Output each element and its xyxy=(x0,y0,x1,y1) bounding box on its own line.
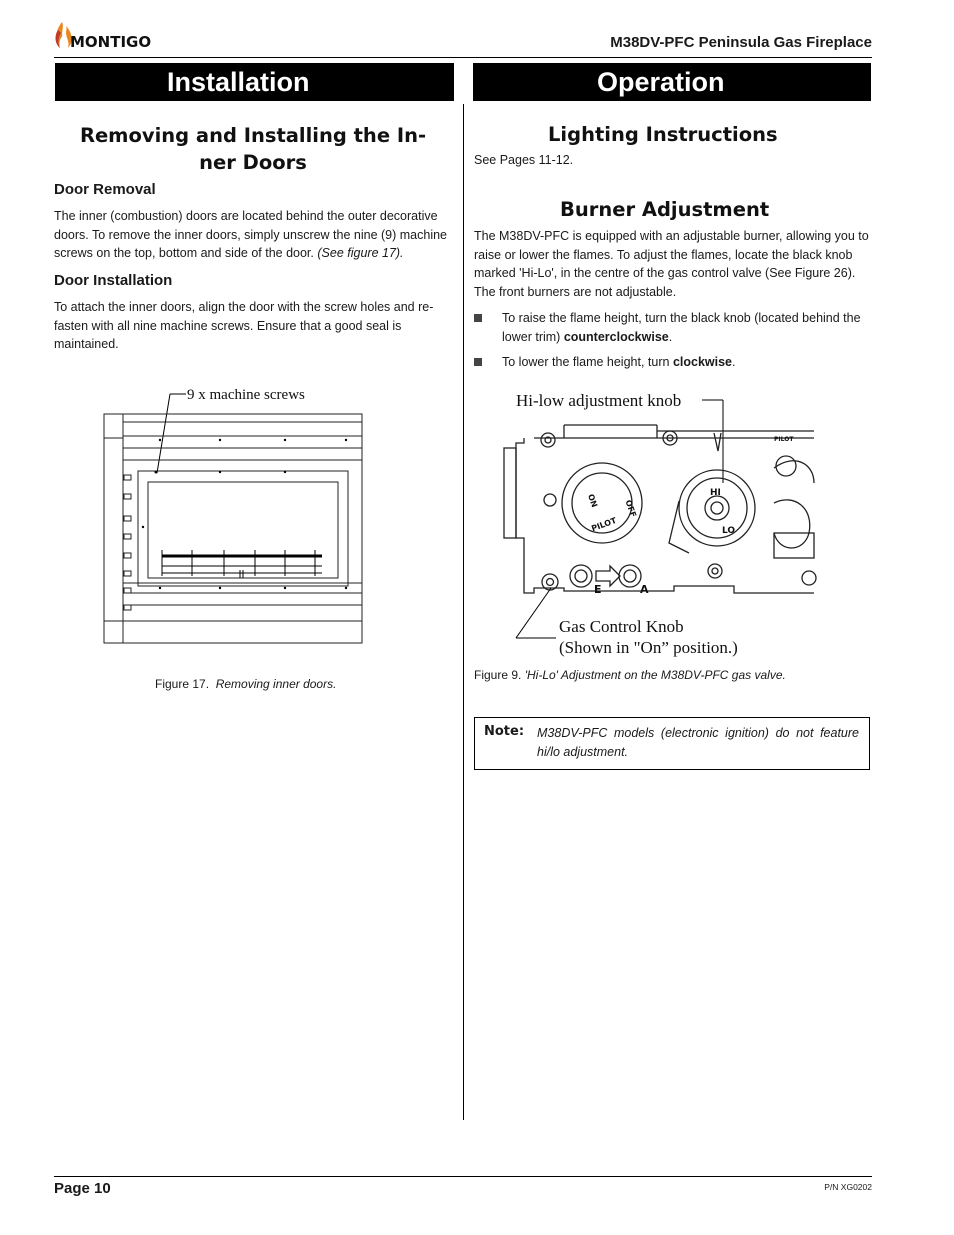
bullet-period: . xyxy=(668,329,673,344)
burner-adjustment-heading: Burner Adjustment xyxy=(560,198,770,221)
installation-banner-title: Installation xyxy=(167,66,310,97)
valve-label-on: ON xyxy=(585,492,600,509)
figure9-caption-text: 'Hi-Lo' Adjustment on the M38DV-PFC gas valve. xyxy=(524,668,786,682)
valve-label-lo: LO xyxy=(722,526,736,536)
note-label: Note: xyxy=(484,724,525,739)
valve-label-e: E xyxy=(594,583,602,596)
bullet-raise-text: To raise the flame height, turn the black knob (located behind the lower trim) xyxy=(502,311,861,344)
bullet-raise-direction: counterclockwise xyxy=(563,329,669,344)
gas-control-knob-position: (Shown in "On” position.) xyxy=(559,638,738,657)
figure17-callout: 9 x machine screws xyxy=(187,387,305,403)
bullet-period: . xyxy=(732,355,736,369)
lighting-instructions-text: See Pages 11-12. xyxy=(474,153,574,167)
footer-rule xyxy=(54,1176,872,1177)
hi-low-knob-callout: Hi-low adjustment knob xyxy=(516,391,682,410)
inner-doors-section-title: Removing and Installing the In- ner Doors xyxy=(79,124,427,174)
figure9-gas-valve-drawing xyxy=(474,383,819,658)
figure17-caption-text: Removing inner doors. xyxy=(215,677,337,691)
installation-banner xyxy=(55,63,454,101)
bullet-raise-flame xyxy=(474,309,870,346)
bullet-lower-direction: clockwise xyxy=(672,355,733,369)
figure17-caption-label: Figure 17. xyxy=(155,677,210,691)
column-divider xyxy=(463,104,464,1120)
part-number: P/N XG0202 xyxy=(824,1182,872,1192)
bullet-lower-flame xyxy=(474,353,870,372)
door-installation-heading: Door Installation xyxy=(54,272,173,289)
figure9-caption-label: Figure 9. xyxy=(474,668,522,682)
montigo-logo xyxy=(50,18,170,54)
valve-label-off: OFF xyxy=(623,498,638,519)
page-number: Page 10 xyxy=(54,1180,111,1197)
svg-text:MONTIGO: MONTIGO xyxy=(70,33,152,51)
lighting-instructions-heading: Lighting Instructions xyxy=(548,123,778,146)
figure17-inner-doors-drawing xyxy=(100,378,370,648)
door-removal-text: The inner (combustion) doors are located behind the outer decorative doors. To remove the inner doors, simply unscrew the nine (9) machine screws on the top, bottom and side of the door. xyxy=(54,209,448,260)
door-installation-paragraph: To attach the inner doors, align the door with the screw holes and re-fasten with all nine machine screws. Ensure that a good seal is maintained. xyxy=(54,300,434,351)
door-removal-heading: Door Removal xyxy=(54,181,156,198)
bullet-square-icon xyxy=(474,358,482,366)
operation-banner-title: Operation xyxy=(597,66,725,97)
valve-label-pilot: PILOT xyxy=(590,515,618,534)
note-box xyxy=(474,717,870,770)
note-text: M38DV-PFC models (electronic ignition) do not feature hi/lo adjustment. xyxy=(537,726,859,759)
figure17-caption xyxy=(155,677,336,691)
figure17-reference: (See figure 17). xyxy=(317,246,404,260)
figure9-caption xyxy=(474,668,786,682)
gas-control-knob-callout: Gas Control Knob xyxy=(559,617,684,636)
header-rule xyxy=(54,57,872,58)
valve-label-hi: HI xyxy=(710,488,721,498)
burner-adjustment-paragraph: The M38DV-PFC is equipped with an adjustable burner, allowing you to raise or lower the flames. To adjust the flames, locate the black knob marked 'Hi-Lo', in the centre of the gas control valve (See Figure 26). The front burners are not adjustable. xyxy=(474,229,869,299)
valve-label-pilot-top: PILOT xyxy=(774,436,794,443)
door-removal-paragraph xyxy=(54,207,450,263)
bullet-square-icon xyxy=(474,314,482,322)
bullet-lower-text: To lower the flame height, turn xyxy=(502,355,670,369)
operation-banner xyxy=(473,63,871,101)
document-title: M38DV-PFC Peninsula Gas Fireplace xyxy=(610,34,872,51)
valve-label-a: A xyxy=(640,583,649,596)
